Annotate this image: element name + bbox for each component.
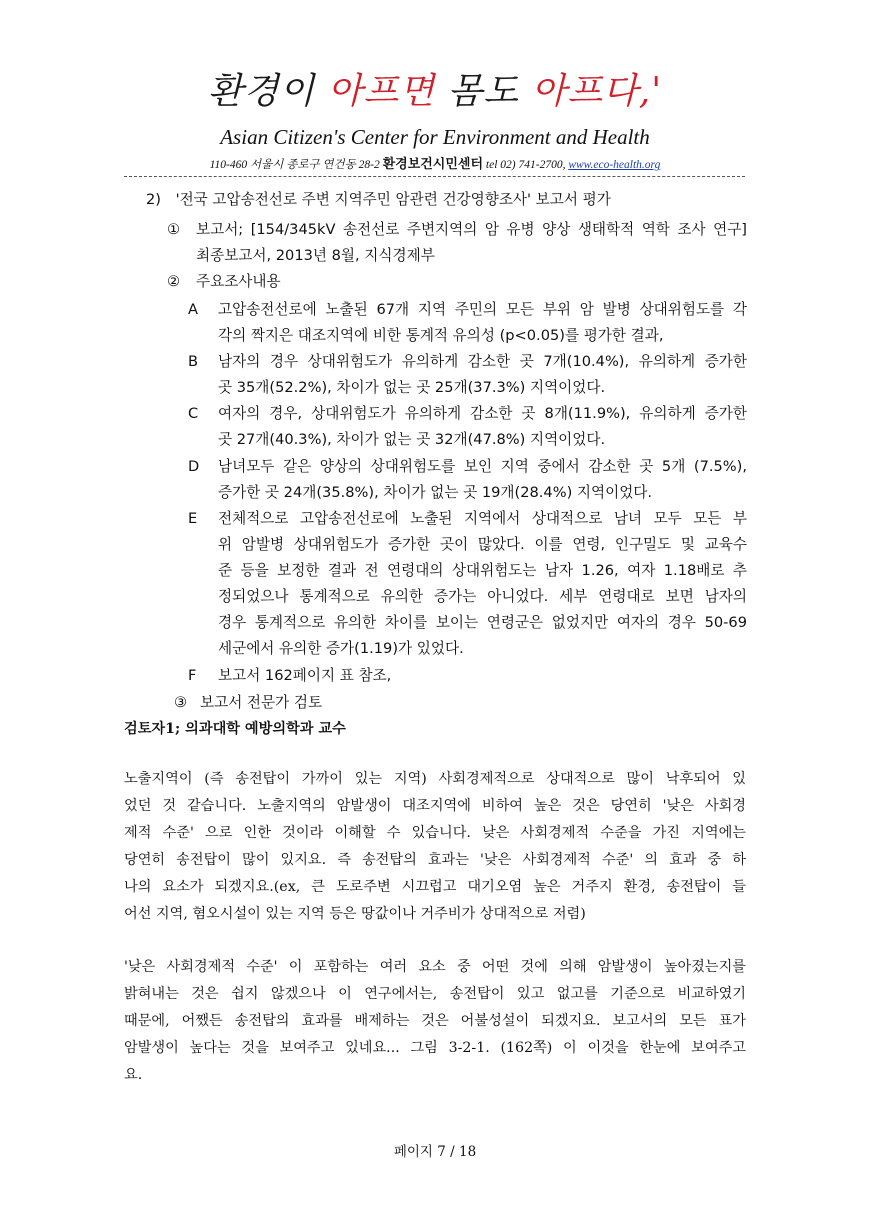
point-c-line-1: 여자의 경우, 상대위험도가 유의하게 감소한 곳 8개(11.9%), 유의하게 증가한 [218, 405, 747, 422]
logo-slogan [0, 70, 870, 114]
point-d-line-1: 남녀모두 같은 양상의 상대위험도를 보인 지역 중에서 감소한 곳 5개 (7.5%), [218, 458, 747, 475]
point-a-letter: A [188, 301, 198, 318]
point-f-line-1: 보고서 162페이지 표 참조, [218, 667, 392, 684]
point-e-line-6: 세군에서 유의한 증가(1.19)가 있었다. [218, 640, 464, 657]
point-e-line-5: 경우 통계적으로 유의한 차이를 보이는 연령군은 없었지만 여자의 경우 50-69 [218, 614, 747, 631]
review-para1-line-5: 나의 요소가 되겠지요.(ex, 큰 도로주변 시끄럽고 대기오염 높은 거주지 환경, 송전탑이 들 [124, 879, 746, 895]
section-heading: 2) '전국 고압송전선로 주변 지역주민 암관련 건강영향조사' 보고서 평가 [146, 191, 611, 208]
review-para1-line-3: 제적 수준' 으로 인한 것이라 이해할 수 있습니다. 낮은 사회경제적 수준을 가진 지역에는 [124, 825, 746, 841]
logo-part3: 몸도 [447, 71, 519, 112]
point-a-line-1: 고압송전선로에 노출된 67개 지역 주민의 모든 부위 암 발병 상대위험도를 각 [218, 301, 747, 318]
reviewer-title: 검토자1; 의과대학 예방의학과 교수 [124, 721, 346, 737]
review-para2-line-4: 암발생이 높다는 것을 보여주고 있네요... 그림 3-2-1. (162쪽) 이 이것을 한눈에 보여주고 [124, 1040, 746, 1056]
point-b-line-2: 곳 35개(52.2%), 차이가 없는 곳 25개(37.3%) 지역이었다. [218, 379, 606, 396]
review-para2-line-5: 요. [124, 1067, 143, 1083]
item-3-marker: ③ [174, 694, 188, 711]
logo-part4: 아프다,' [531, 71, 663, 112]
org-name-korean: 환경보건시민센터 [382, 156, 484, 171]
point-b-line-1: 남자의 경우 상대위험도가 유의하게 감소한 곳 7개(10.4%), 유의하게 증가한 [218, 353, 747, 370]
point-e-line-2: 위 암발병 상대위험도가 증가한 곳이 많았다. 이를 연령, 인구밀도 및 교육수 [218, 536, 747, 553]
point-e-line-3: 준 등을 보정한 결과 전 연령대의 상대위험도는 남자 1.26, 여자 1.18배로 추 [218, 562, 747, 579]
item-1-line-2: 최종보고서, 2013년 8월, 지식경제부 [196, 247, 435, 264]
address: 110-460 서울시 종로구 연건동 28-2 [209, 159, 380, 171]
review-para2-line-1: '낮은 사회경제적 수준' 이 포함하는 여러 요소 중 어떤 것에 의해 암발생이 높아졌는지를 [124, 959, 746, 975]
review-para1-line-2: 었던 것 같습니다. 노출지역의 암발생이 대조지역에 비하여 높은 것은 당연히 '낮은 사회경 [124, 798, 746, 814]
review-para2-line-2: 밝혀내는 것은 쉽지 않겠으나 이 연구에서는, 송전탑이 있고 없고를 기준으로 비교하였기 [124, 986, 746, 1002]
point-c-line-2: 곳 27개(40.3%), 차이가 없는 곳 32개(47.8%) 지역이었다. [218, 431, 606, 448]
point-a-line-2: 각의 짝지은 대조지역에 비한 통계적 유의성 (p<0.05)를 평가한 결과, [218, 327, 664, 344]
point-e-letter: E [188, 510, 198, 527]
logo-part2: 아프면 [327, 71, 435, 112]
telephone: tel 02) 741-2700, [485, 159, 566, 171]
item-1-marker: ① [167, 221, 181, 238]
point-e-line-1: 전체적으로 고압송전선로에 노출된 지역에서 상대적으로 남녀 모두 모든 부 [218, 510, 747, 527]
logo-part1: 환경이 [207, 71, 316, 112]
org-name-english: Asian Citizen's Center for Environment and Health [220, 125, 650, 149]
point-f-letter: F [188, 667, 197, 684]
review-para1-line-1: 노출지역이 (즉 송전탑이 가까이 있는 지역) 사회경제적으로 상대적으로 많이 낙후되어 있 [124, 771, 746, 787]
org-contact-line [0, 153, 870, 172]
item-2-marker: ② [167, 273, 181, 290]
point-c-letter: C [188, 405, 199, 422]
item-2-label: 주요조사내용 [196, 273, 281, 290]
item-1-line-1: 보고서; [154/345kV 송전선로 주변지역의 암 유병 양상 생태학적 역학 조사 연구] [196, 221, 747, 238]
point-b-letter: B [188, 353, 199, 370]
header-divider [124, 176, 745, 177]
item-3-label: 보고서 전문가 검토 [200, 694, 323, 711]
page-number: 페이지 7 / 18 [393, 1144, 477, 1160]
review-para2-line-3: 때문에, 어쨌든 송전탑의 효과를 배제하는 것은 어불성설이 되겠지요. 보고서의 모든 표가 [124, 1013, 746, 1029]
review-para1-line-4: 당연히 송전탑이 많이 있지요. 즉 송전탑의 효과는 '낮은 사회경제적 수준' 의 효과 중 하 [124, 852, 746, 868]
review-para1-line-6: 어선 지역, 혐오시설이 있는 지역 등은 땅값이나 거주비가 상대적으로 저렴) [124, 906, 586, 922]
point-e-line-4: 정되었으나 통계적으로 유의한 증가는 아니었다. 세부 연령대로 보면 남자의 [218, 588, 747, 605]
website-link[interactable]: www.eco-health.org [568, 159, 661, 171]
point-d-line-2: 증가한 곳 24개(35.8%), 차이가 없는 곳 19개(28.4%) 지역이었다. [218, 484, 653, 501]
point-d-letter: D [188, 458, 200, 475]
